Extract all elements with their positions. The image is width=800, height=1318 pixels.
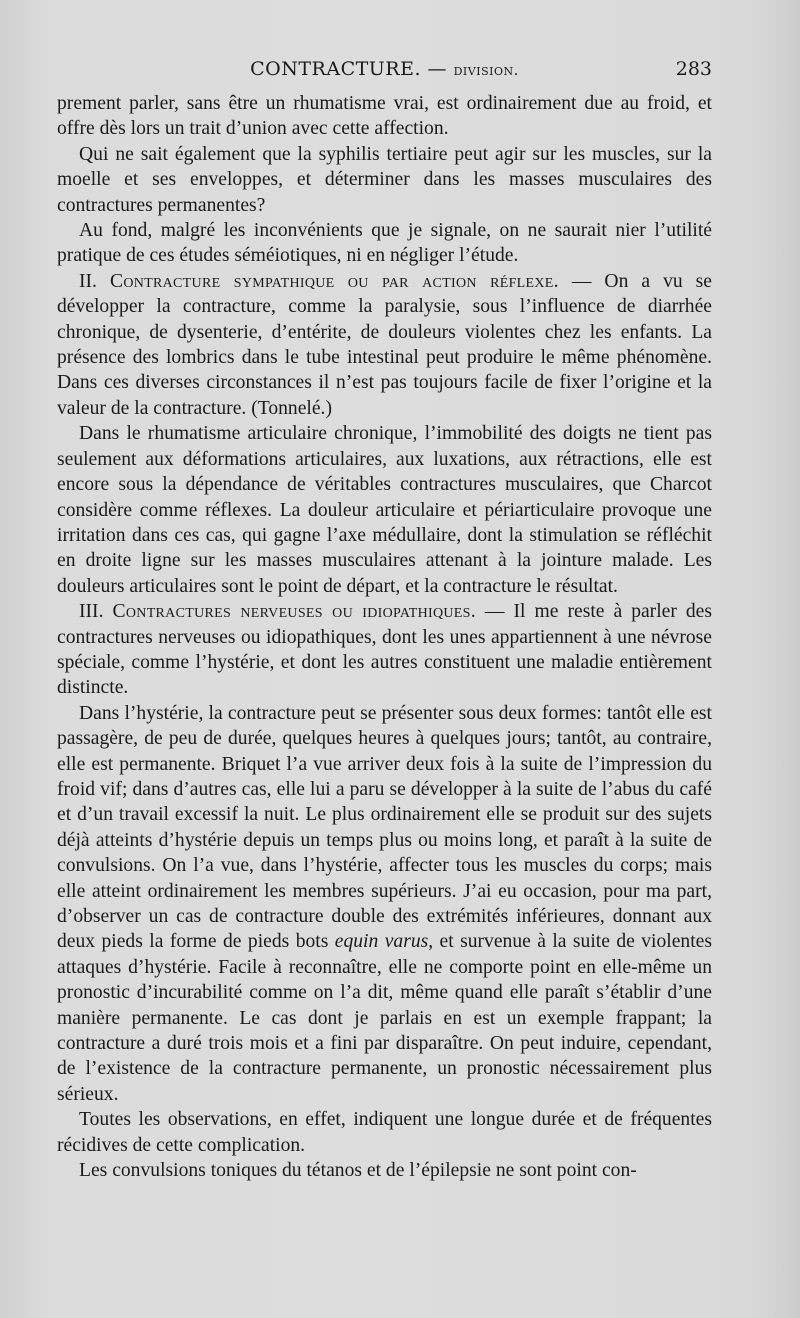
running-head-section: division. <box>453 61 519 79</box>
text-run: Au fond, malgré les inconvénients que je signale, on ne saurait nier l’utilité pratique de ces études séméiotiques, ni en négliger l’étude. <box>57 220 712 267</box>
paragraph <box>57 1158 712 1183</box>
running-title: CONTRACTURE. <box>250 58 422 80</box>
text-run: II. <box>79 270 110 292</box>
text-run: Dans le rhumatisme articulaire chronique, l’immobilité des doigts ne tient pas seulement aux déformations articulaires, aux luxations, aux rétractions, elle est encore sous la dépendance de véritables contractures musculaires, que Charcot considère comme réflexes. La douleur articulaire et périarticulaire provoque une irritation dans ces cas, qui gagne l’axe médullaire, dont la stimulation se réfléchit en droite ligne sur les masses musculaires attenant à la jointure malade. Les douleurs articulaires sont le point de départ, et la contracture le résultat. <box>57 423 712 597</box>
text-run: , et survenue à la suite de violentes attaques d’hystérie. Facile à reconnaître, elle ne comporte point en elle-même un pronostic d’incurabilité comme on l’a dit, même quand elle paraît s’établir d’une manière permanente. Le cas dont je parlais en est un exemple frappant; la contracture a duré trois mois et a fini par disparaître. On peut induire, cependant, de l’existence de la contracture permanente, un pronostic nécessairement plus sérieux. <box>57 931 712 1105</box>
text-run: Qui ne sait également que la syphilis tertiaire peut agir sur les muscles, sur la moelle et ses enveloppes, et déterminer dans les masses musculaires des contractures permanentes? <box>57 143 712 216</box>
text-run: Toutes les observations, en effet, indiquent une longue durée et de fréquentes récidives de cette complication. <box>57 1109 712 1156</box>
text-run: Dans l’hystérie, la contracture peut se présenter sous deux formes: tantôt elle est passagère, de peu de durée, quelques heures à quelques jours; tantôt, au contraire, elle est permanente. Briquet l’a vue arriver deux fois à la suite de l’impression du froid vif; dans d’autres cas, elle lui a paru se développer à la suite de l’abus du café et d’un travail excessif la nuit. Le plus ordinairement elle se produit sur des sujets déjà atteints d’hystérie depuis un temps plus ou moins long, et paraît à la suite de convulsions. On l’a vue, dans l’hystérie, affecter tous les muscles du corps; mais elle atteint ordinairement les membres supérieurs. J’ai eu occasion, pour ma part, d’observer un cas de contracture double des extrémités inférieures, donnant aux deux pieds la forme de pieds bots <box>57 702 712 953</box>
paragraph <box>57 91 712 142</box>
text-run: prement parler, sans être un rhumatisme vrai, est ordinairement due au froid, et offre dès lors un trait d’union avec cette affection. <box>57 93 712 140</box>
section-heading: Contractures nerveuses ou idiopathiques. <box>112 601 476 623</box>
running-head <box>57 58 712 80</box>
running-head-dash: — <box>421 58 454 80</box>
text-run: III. <box>79 601 113 623</box>
text-run: Les convulsions toniques du tétanos et de l’épilepsie ne sont point con- <box>79 1160 637 1182</box>
paragraph <box>57 421 712 599</box>
paragraph <box>57 599 712 701</box>
paragraph <box>57 218 712 269</box>
paragraph <box>57 1107 712 1158</box>
section-heading: Contracture sympathique ou par action réflexe. <box>109 270 559 292</box>
text-run: — Il me reste à parler des contractures nerveuses ou idiopathiques, dont les unes appartiennent à une névrose spéciale, comme l’hystérie, et dont les autres constituent une maladie entièrement distincte. <box>57 601 713 699</box>
italic-term: equin varus <box>334 931 429 953</box>
paragraph <box>57 701 712 1108</box>
page-number: 283 <box>675 58 712 80</box>
body-text <box>57 91 712 1183</box>
page-header <box>57 58 712 86</box>
text-run: — On a vu se développer la contracture, comme la paralysie, sous l’influence de diarrhée chronique, de dysenterie, d’entérite, de douleurs violentes chez les enfants. La présence des lombrics dans le tube intestinal peut produire le même phénomène. Dans ces diverses circonstances il n’est pas toujours facile de fixer l’origine et la valeur de la contracture. (Tonnelé.) <box>57 270 712 419</box>
paragraph <box>57 269 712 421</box>
paragraph <box>57 142 712 218</box>
